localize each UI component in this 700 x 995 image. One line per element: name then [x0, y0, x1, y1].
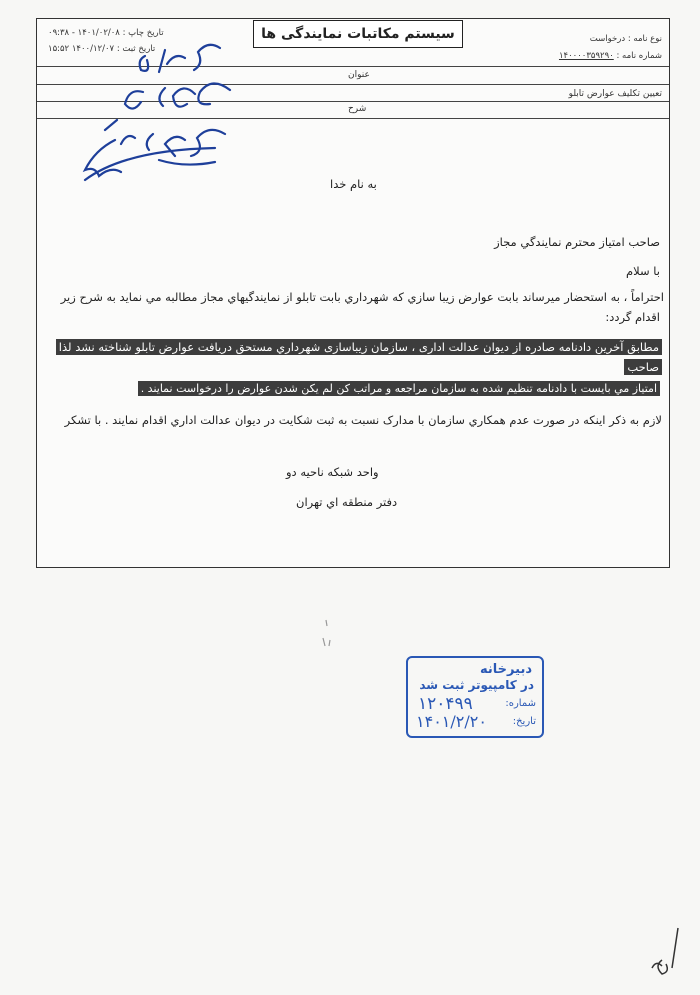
register-date-label: تاریخ ثبت : [116, 44, 156, 54]
letter-type: نوع نامه : درخواست [589, 34, 662, 44]
bismillah: به نام خدا [330, 177, 377, 191]
subject-label: عنوان [348, 70, 370, 80]
paragraph-2: لازم به ذکر اینکه در صورت عدم همکاري سازمان با مدارک نسبت به ثبت شکایت در دیوان عدالت اداري اقدام نمایند . با تشکر [64, 413, 662, 427]
register-date-value: ۱۴۰۰/۱۲/۰۷ ۱۵:۵۲ [48, 44, 115, 54]
description-label: شرح [348, 104, 367, 114]
highlighted-line-1: مطابق آخرین دادنامه صادره از دیوان عدالت اداری ، سازمان زیباسازی شهرداري مستحق دریافت عوارض تابلو شناخته نشد لذا [56, 339, 662, 355]
paragraph-1-line-2: اقدام گردد: [605, 310, 660, 324]
greeting: با سلام [626, 264, 660, 278]
system-title: سیستم مکاتبات نمایندگی ها [253, 20, 463, 48]
highlighted-line-3: امتیاز مي بایست با دادنامه تنظیم شده به سازمان مراجعه و مراتب کن لم یکن شدن عوارض را درخواست نمایند . [138, 381, 660, 396]
letter-number-label: شماره نامه : [616, 51, 662, 61]
signature-office: دفتر منطقه اي تهران [296, 495, 398, 509]
highlighted-line-2: صاحب [624, 359, 662, 375]
paragraph-1-line-1: احتراماً ، به استحضار میرساند بابت عوارض زیبا سازي که شهرداري بابت تابلو از نمایندگیهاي مجاز مطالبه مي نماید به شرح زیر [60, 290, 664, 304]
letter-number [559, 51, 662, 61]
salutation: صاحب امتیاز محترم نمایندگي مجاز [494, 235, 660, 249]
print-date-value: ۱۴۰۱/۰۲/۰۸ - ۰۹:۳۸ [48, 28, 120, 38]
handwritten-annotation [25, 30, 255, 190]
letter-number-value: ۱۴۰۰۰۰۳۵۹۲۹۰ [558, 51, 614, 61]
signature-unit: واحد شبکه ناحیه دو [286, 465, 379, 479]
stamp-number-value: ۱۲۰۴۹۹ [418, 694, 473, 714]
stamp-subtitle: در کامپیوتر ثبت شد [419, 678, 534, 692]
stamp-number-label: شماره: [505, 698, 536, 709]
registration-stamp [406, 656, 544, 738]
stamp-date-value: ۱۴۰۱/۲/۲۰ [416, 712, 487, 731]
stamp-title: دبیرخانه [480, 662, 532, 677]
stamp-date-label: تاریخ: [512, 716, 536, 727]
subject-value: تعیین تکلیف عوارض تابلو [568, 89, 662, 99]
scan-marks [318, 618, 338, 658]
page-mark [648, 924, 688, 984]
print-date-label: تاریخ چاپ : [122, 28, 164, 38]
